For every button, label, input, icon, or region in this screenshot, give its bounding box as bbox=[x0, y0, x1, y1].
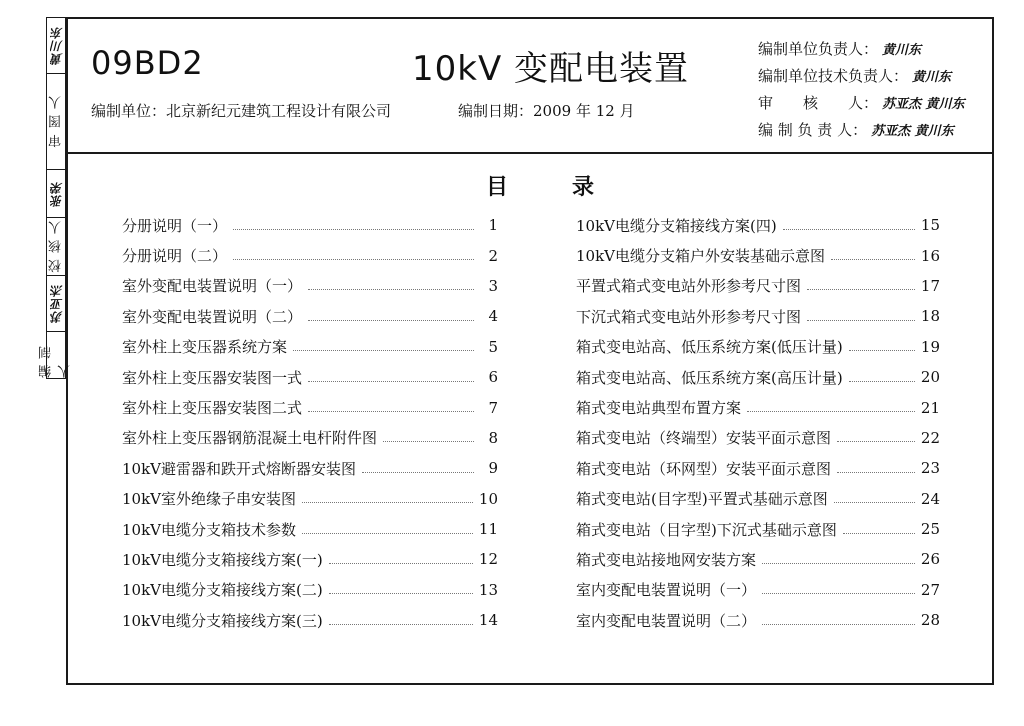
editor-label: 编 制 人 bbox=[39, 344, 73, 378]
signoff-role: 编 制 负 责 人： bbox=[758, 121, 868, 139]
toc-leader-dots bbox=[849, 350, 915, 351]
toc-entry-title: 10kV电缆分支箱户外安装基础示意图 bbox=[576, 247, 826, 266]
toc-leader-dots bbox=[308, 289, 474, 290]
header-divider bbox=[66, 152, 994, 154]
signoff-signature: 黄川东 bbox=[912, 70, 952, 85]
toc-entry-title: 箱式变电站（终端型）安装平面示意图 bbox=[576, 429, 832, 448]
toc-heading-left: 目 bbox=[486, 175, 509, 200]
toc-entry[interactable] bbox=[122, 514, 498, 544]
toc-entry[interactable] bbox=[122, 423, 498, 453]
signoff-signature: 苏亚杰 黄川东 bbox=[882, 97, 965, 112]
toc-entry[interactable] bbox=[122, 484, 498, 514]
toc-entry-title: 室外变配电装置说明（二） bbox=[122, 307, 303, 326]
signature-strip bbox=[39, 17, 73, 379]
toc-entry[interactable] bbox=[122, 240, 498, 270]
toc-leader-dots bbox=[383, 441, 474, 442]
toc-entry-title: 室内变配电装置说明（一） bbox=[576, 581, 757, 600]
toc-entry-title: 下沉式箱式变电站外形参考尺寸图 bbox=[576, 307, 802, 326]
toc-entry-title: 平置式箱式变电站外形参考尺寸图 bbox=[576, 277, 802, 296]
toc-entry-page: 13 bbox=[478, 580, 498, 599]
signoff-tech-head bbox=[758, 65, 951, 89]
toc-entry-title: 室外柱上变压器安装图二式 bbox=[122, 399, 303, 418]
toc-entry-page: 22 bbox=[920, 428, 940, 447]
toc-entry[interactable] bbox=[576, 453, 940, 483]
editor-label-cell bbox=[39, 332, 73, 378]
toc-entry-page: 17 bbox=[920, 276, 940, 295]
signoff-role: 编制单位技术负责人： bbox=[758, 67, 909, 85]
toc-entry[interactable] bbox=[576, 423, 940, 453]
signoff-unit-head bbox=[758, 38, 921, 62]
toc-leader-dots bbox=[308, 381, 474, 382]
toc-right-column bbox=[576, 210, 940, 635]
review-signature-cell bbox=[47, 18, 65, 74]
editor-signature-cell bbox=[47, 276, 65, 332]
toc-entry-title: 室外柱上变压器安装图一式 bbox=[122, 368, 303, 387]
check-label: 校 核 人 bbox=[48, 220, 64, 273]
toc-entry-page: 27 bbox=[920, 580, 940, 599]
toc-entry-title: 分册说明（二） bbox=[122, 247, 228, 266]
review-label: 审 图 人 bbox=[48, 95, 64, 148]
toc-entry-page: 12 bbox=[478, 550, 498, 569]
toc-entry-title: 箱式变电站(目字型)平置式基础示意图 bbox=[576, 490, 828, 509]
toc-left-column bbox=[122, 210, 498, 635]
toc-entry-page: 16 bbox=[920, 246, 940, 265]
toc-entry-page: 10 bbox=[478, 489, 498, 508]
toc-leader-dots bbox=[837, 441, 915, 442]
toc-entry-page: 25 bbox=[920, 520, 940, 539]
compiling-date: 编制日期：2009 年 12 月 bbox=[458, 102, 635, 120]
toc-leader-dots bbox=[329, 593, 473, 594]
toc-entry-page: 15 bbox=[920, 216, 940, 235]
toc-entry-title: 10kV电缆分支箱接线方案(四) bbox=[576, 216, 777, 235]
toc-leader-dots bbox=[837, 472, 915, 473]
toc-leader-dots bbox=[302, 533, 473, 534]
toc-entry-page: 23 bbox=[920, 459, 940, 478]
toc-entry[interactable] bbox=[576, 210, 940, 240]
page-title: 10kV 变配电装置 bbox=[412, 49, 690, 89]
toc-leader-dots bbox=[362, 472, 474, 473]
toc-entry-page: 2 bbox=[488, 246, 498, 265]
toc-leader-dots bbox=[329, 624, 473, 625]
toc-entry-page: 21 bbox=[920, 398, 940, 417]
toc-entry-title: 室外柱上变压器钢筋混凝土电杆附件图 bbox=[122, 429, 378, 448]
toc-entry-title: 10kV电缆分支箱技术参数 bbox=[122, 520, 297, 539]
toc-heading-right: 录 bbox=[572, 175, 595, 200]
check-signature-cell bbox=[47, 170, 65, 218]
signoff-signature: 黄川东 bbox=[882, 43, 922, 58]
toc-entry[interactable] bbox=[122, 301, 498, 331]
toc-entry[interactable] bbox=[576, 544, 940, 574]
toc-entry-title: 箱式变电站典型布置方案 bbox=[576, 399, 742, 418]
toc-entry-title: 箱式变电站（目字型)下沉式基础示意图 bbox=[576, 520, 837, 539]
toc-entry-page: 5 bbox=[488, 337, 498, 356]
toc-entry[interactable] bbox=[576, 605, 940, 635]
toc-entry-title: 10kV电缆分支箱接线方案(一) bbox=[122, 550, 323, 569]
toc-entry[interactable] bbox=[122, 575, 498, 605]
toc-entry-title: 分册说明（一） bbox=[122, 216, 228, 235]
toc-leader-dots bbox=[762, 563, 915, 564]
toc-entry[interactable] bbox=[122, 362, 498, 392]
review-label-cell bbox=[47, 74, 65, 170]
toc-entry[interactable] bbox=[576, 362, 940, 392]
toc-leader-dots bbox=[747, 411, 915, 412]
toc-leader-dots bbox=[783, 229, 915, 230]
toc-entry-page: 14 bbox=[478, 611, 498, 630]
toc-leader-dots bbox=[831, 259, 915, 260]
toc-leader-dots bbox=[329, 563, 473, 564]
toc-leader-dots bbox=[302, 502, 473, 503]
toc-entry[interactable] bbox=[576, 301, 940, 331]
toc-entry-page: 7 bbox=[488, 398, 498, 417]
signoff-role: 审 核 人： bbox=[758, 94, 879, 112]
toc-entry-page: 3 bbox=[488, 276, 498, 295]
editor-signature: 苏亚杰 bbox=[49, 284, 64, 323]
signoff-signature: 苏亚杰 黄川东 bbox=[871, 124, 954, 139]
toc-entry-title: 室内变配电装置说明（二） bbox=[576, 611, 757, 630]
toc-entry-page: 11 bbox=[478, 520, 498, 539]
toc-entry-title: 室外变配电装置说明（一） bbox=[122, 277, 303, 296]
toc-entry[interactable] bbox=[576, 514, 940, 544]
toc-entry[interactable] bbox=[122, 332, 498, 362]
toc-leader-dots bbox=[233, 259, 474, 260]
toc-entry-title: 箱式变电站（环网型）安装平面示意图 bbox=[576, 459, 832, 478]
signoff-reviewer bbox=[758, 92, 965, 116]
toc-entry[interactable] bbox=[576, 332, 940, 362]
review-signature: 黄川东 bbox=[49, 26, 64, 65]
toc-entry-title: 箱式变电站接地网安装方案 bbox=[576, 550, 757, 569]
toc-entry[interactable] bbox=[122, 544, 498, 574]
drawing-code: 09BD2 bbox=[91, 44, 204, 82]
toc-entry-title: 10kV室外绝缘子串安装图 bbox=[122, 490, 297, 509]
toc-entry[interactable] bbox=[122, 392, 498, 422]
toc-leader-dots bbox=[762, 624, 915, 625]
toc-leader-dots bbox=[807, 289, 915, 290]
toc-leader-dots bbox=[293, 350, 474, 351]
toc-leader-dots bbox=[233, 229, 474, 230]
toc-leader-dots bbox=[807, 320, 915, 321]
toc-entry-page: 1 bbox=[488, 216, 498, 235]
toc-entry-page: 26 bbox=[920, 550, 940, 569]
toc-entry-page: 28 bbox=[920, 611, 940, 630]
toc-entry[interactable] bbox=[576, 484, 940, 514]
toc-entry-page: 6 bbox=[488, 368, 498, 387]
toc-entry-title: 10kV电缆分支箱接线方案(二) bbox=[122, 581, 323, 600]
toc-entry-title: 箱式变电站高、低压系统方案(低压计量) bbox=[576, 338, 843, 357]
toc-entry[interactable] bbox=[576, 575, 940, 605]
toc-entry-title: 室外柱上变压器系统方案 bbox=[122, 338, 288, 357]
toc-entry-page: 9 bbox=[488, 459, 498, 478]
compiling-unit: 编制单位：北京新纪元建筑工程设计有限公司 bbox=[91, 102, 392, 120]
toc-entry[interactable] bbox=[122, 271, 498, 301]
toc-entry[interactable] bbox=[576, 240, 940, 270]
toc-leader-dots bbox=[849, 381, 915, 382]
check-signature: 张荣 bbox=[49, 180, 64, 207]
toc-entry-page: 20 bbox=[920, 368, 940, 387]
toc-leader-dots bbox=[308, 320, 474, 321]
signoff-role: 编制单位负责人： bbox=[758, 40, 879, 58]
toc-leader-dots bbox=[308, 411, 474, 412]
toc-entry-page: 8 bbox=[488, 428, 498, 447]
toc-leader-dots bbox=[843, 533, 915, 534]
toc-entry[interactable] bbox=[576, 392, 940, 422]
toc-leader-dots bbox=[834, 502, 915, 503]
toc-entry[interactable] bbox=[122, 210, 498, 240]
toc-entry-page: 19 bbox=[920, 337, 940, 356]
toc-entry-title: 箱式变电站高、低压系统方案(高压计量) bbox=[576, 368, 843, 387]
toc-entry-page: 18 bbox=[920, 307, 940, 326]
toc-entry[interactable] bbox=[122, 453, 498, 483]
toc-entry-title: 10kV避雷器和跌开式熔断器安装图 bbox=[122, 459, 357, 478]
toc-entry-title: 10kV电缆分支箱接线方案(三) bbox=[122, 611, 323, 630]
toc-entry-page: 4 bbox=[488, 307, 498, 326]
check-label-cell bbox=[47, 218, 65, 276]
toc-leader-dots bbox=[762, 593, 915, 594]
signoff-editor-head bbox=[758, 119, 954, 143]
toc-entry-page: 24 bbox=[920, 489, 940, 508]
toc-entry[interactable] bbox=[122, 605, 498, 635]
toc-entry[interactable] bbox=[576, 271, 940, 301]
